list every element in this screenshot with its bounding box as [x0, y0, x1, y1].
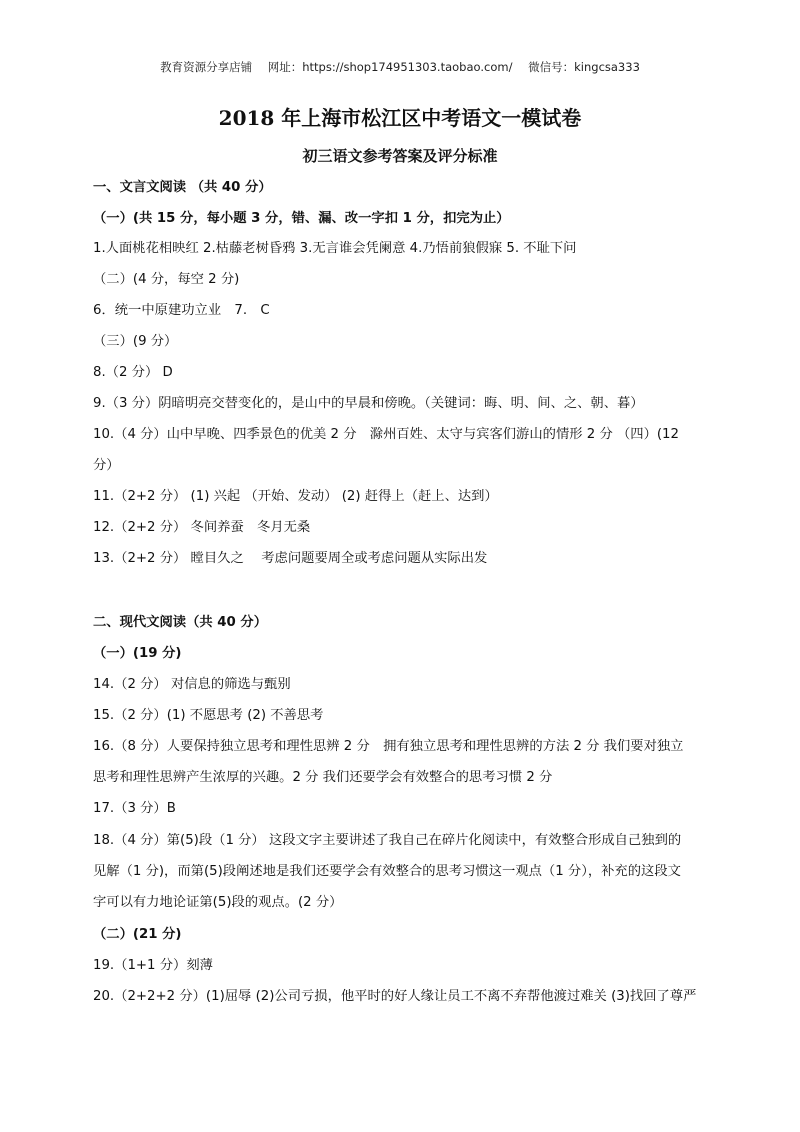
subsection-heading: （一）(共 15 分，每小题 3 分，错、漏、改一字扣 1 分，扣完为止） — [93, 211, 510, 226]
answer-line: 15.（2 分）(1) 不愿思考 (2) 不善思考 — [93, 708, 324, 723]
subsection-heading: （二）(4 分，每空 2 分) — [93, 272, 240, 287]
answer-line: 6．统一中原建功立业 7. C — [93, 303, 270, 318]
answer-line: 9.（3 分）阴暗明亮交替变化的，是山中的早晨和傍晚。（关键词：晦、明、间、之、朝、暮） — [93, 396, 644, 411]
subsection-heading: （一）(19 分) — [93, 646, 182, 661]
answer-line: 14.（2 分） 对信息的筛选与甄别 — [93, 677, 291, 692]
document-subtitle: 初三语文参考答案及评分标准 — [302, 147, 498, 165]
answer-line: 19.（1+1 分）刻薄 — [93, 958, 213, 973]
answer-line: 20.（2+2+2 分）(1)屈辱 (2)公司亏损，他平时的好人缘让员工不离不弃帮他渡过难关 (3)找回了尊严 — [93, 989, 697, 1004]
answer-line: 17.（3 分）B — [93, 801, 176, 816]
answer-line-continued: 字可以有力地论证第(5)段的观点。(2 分） — [93, 895, 343, 910]
answer-line: 13.（2+2 分） 瞠目久之 考虑问题要周全或考虑问题从实际出发 — [93, 551, 488, 566]
page-header — [0, 59, 800, 75]
section-heading-2: 二、现代文阅读（共 40 分） — [93, 615, 268, 630]
answer-line: 16.（8 分）人要保持独立思考和理性思辨 2 分 拥有独立思考和理性思辨的方法 2 分 我们要对独立 — [93, 739, 684, 754]
subsection-heading: （三）(9 分） — [93, 334, 178, 349]
answer-line-continued: 思考和理性思辨产生浓厚的兴趣。2 分 我们还要学会有效整合的思考习惯 2 分 — [93, 770, 553, 785]
section-heading-1: 一、文言文阅读 （共 40 分） — [93, 180, 272, 195]
answer-line: 11.（2+2 分） (1) 兴起 （开始、发动） (2) 赶得上（赶上、达到） — [93, 489, 498, 504]
url-label: 网址： — [267, 60, 303, 74]
document-title: 2018 年上海市松江区中考语文一模试卷 — [218, 106, 582, 130]
url-text — [268, 60, 513, 74]
answer-line: 10.（4 分）山中早晚、四季景色的优美 2 分 滁州百姓、太守与宾客们游山的情形 2 分 （四）(12 — [93, 427, 679, 442]
shop-url-link[interactable]: https://shop174951303.taobao.com/ — [302, 60, 513, 74]
wechat-label: 微信号： — [528, 60, 575, 74]
answer-line-continued: 分） — [93, 458, 120, 473]
wechat-id: kingcsa333 — [574, 60, 640, 74]
answer-line: 18.（4 分）第(5)段（1 分） 这段文字主要讲述了我自己在碎片化阅读中，有效整合形成自己独到的 — [93, 833, 682, 848]
wechat-text — [528, 60, 640, 74]
answer-line: 12.（2+2 分） 冬间养蚕 冬月无桑 — [93, 520, 311, 535]
answer-line-continued: 见解（1 分)，而第(5)段阐述地是我们还要学会有效整合的思考习惯这一观点（1 分），补充的这段文 — [93, 864, 681, 879]
answer-line: 1.人面桃花相映红 2.枯藤老树昏鸦 3.无言谁会凭阑意 4.乃悟前狼假寐 5. 不耻下问 — [93, 241, 577, 256]
subsection-heading: （二）(21 分) — [93, 927, 182, 942]
answer-line: 8.（2 分） D — [93, 365, 173, 380]
shop-name: 教育资源分享店铺 — [160, 60, 253, 74]
